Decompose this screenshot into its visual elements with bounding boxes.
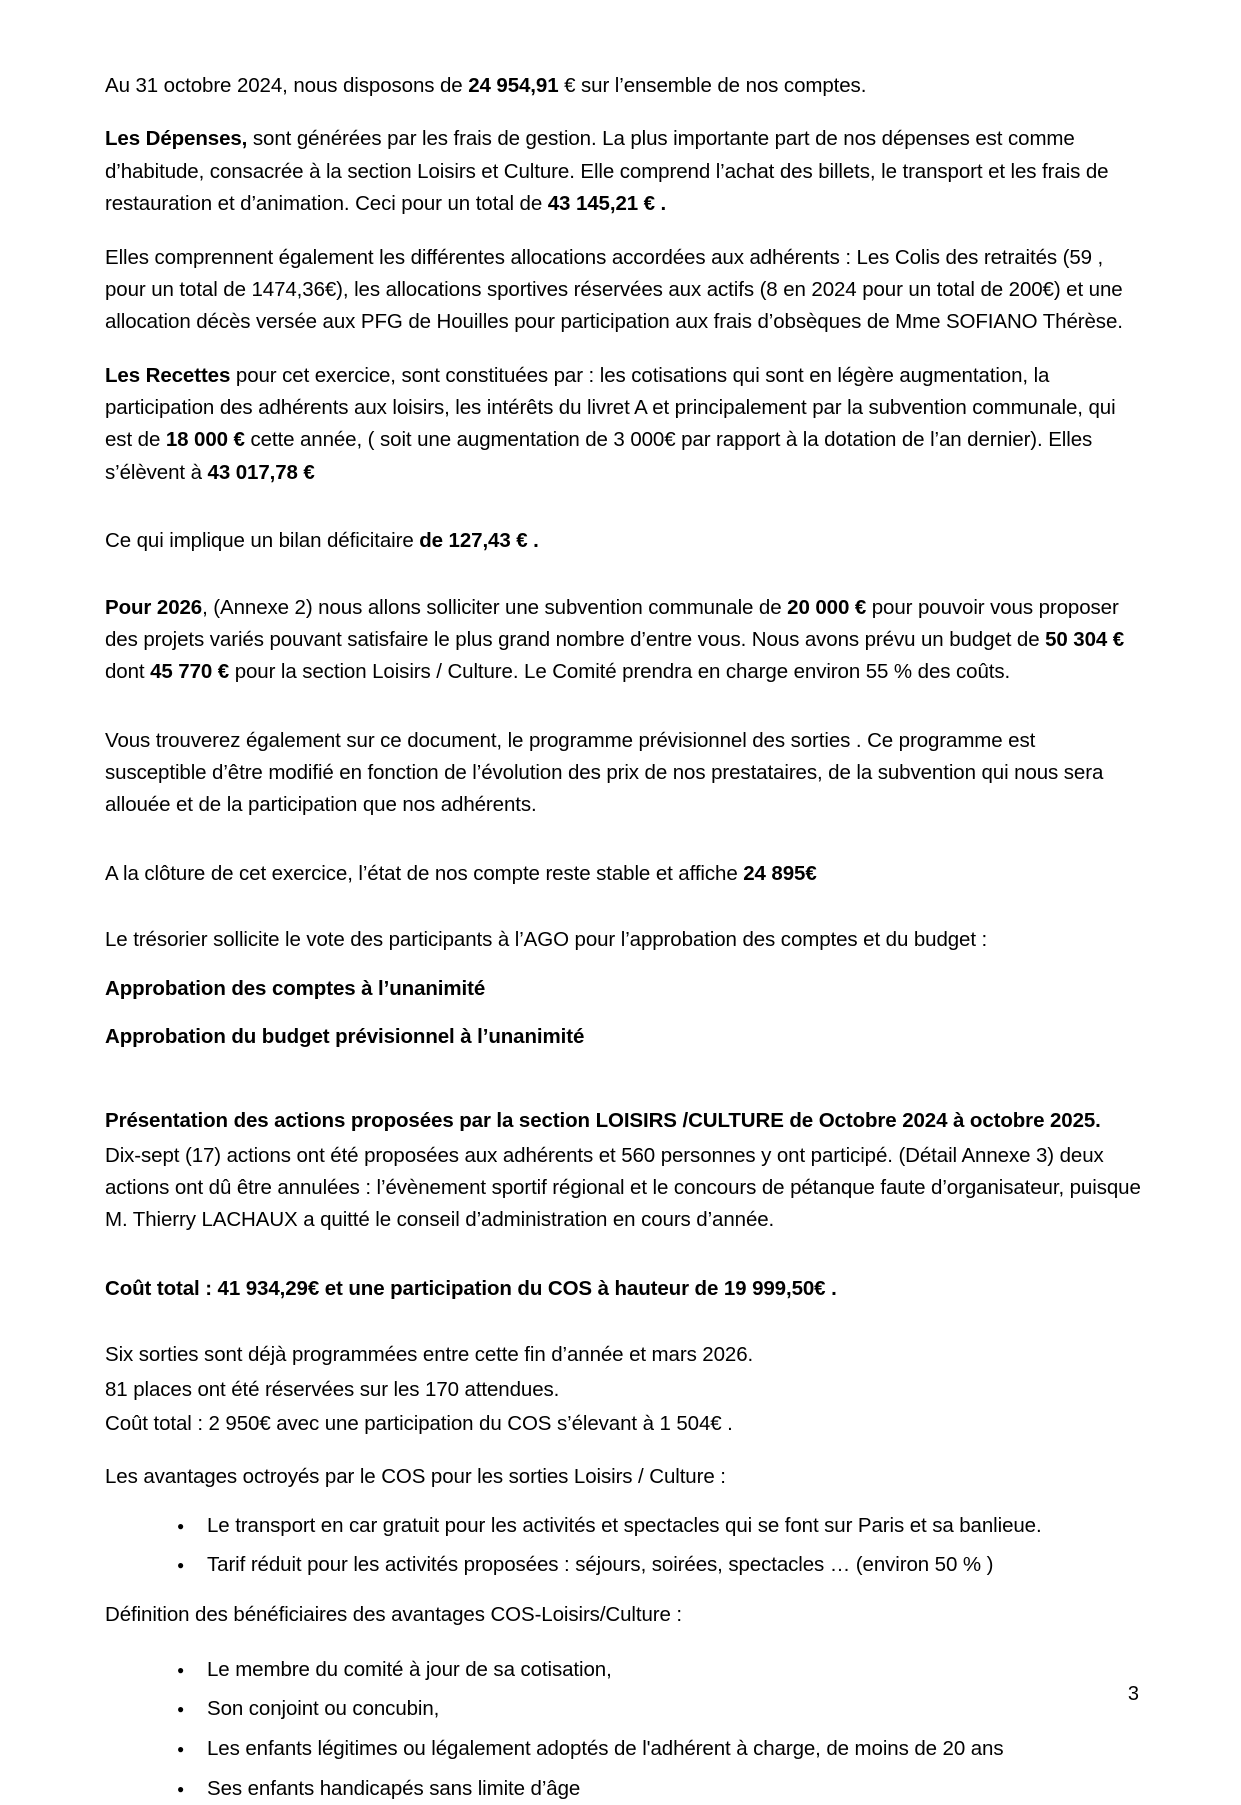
amount-total-recettes: 43 017,78 € <box>207 460 315 484</box>
paragraph-sorties-programmees: Six sorties sont déjà programmées entre cette fin d’année et mars 2026. <box>105 1343 754 1367</box>
list-item: ● Ses enfants handicapés sans limite d’âge <box>105 1773 1141 1805</box>
paragraph-beneficiaires-intro: Définition des bénéficiaires des avantages COS-Loisirs/Culture : <box>105 1603 682 1627</box>
heading-les-recettes: Les Recettes <box>105 363 231 387</box>
paragraph-spacer <box>105 1074 1141 1105</box>
list-item: ● Les enfants légitimes ou légalement adoptés de l'adhérent à charge, de moins de 20 ans <box>105 1733 1141 1765</box>
paragraph-approbation-budget <box>105 1021 1141 1053</box>
paragraph-cout-total-sorties: Coût total : 2 950€ avec une participation du COS s’élevant à 1 504€ . <box>105 1411 733 1435</box>
heading-approbation-comptes: Approbation des comptes à l’unanimité <box>105 976 486 1000</box>
paragraph-approbation-comptes <box>105 973 1141 1005</box>
paragraph-places-reservees: 81 places ont été réservées sur les 170 attendues. <box>105 1377 560 1401</box>
text-run: pour cet exercice, sont constituées par : les cotisations qui sont en légère augmentation, la participation des adhérents aux loisirs, les intérêts du livret A et principalement par la subvention communale, qui est de <box>105 363 1116 452</box>
amount-solde-total: 24 954,91 <box>468 74 559 97</box>
paragraph-avantages-intro: Les avantages octroyés par le COS pour les sorties Loisirs / Culture : <box>105 1465 726 1489</box>
paragraph-detail-actions: Dix-sept (17) actions ont été proposées aux adhérents et 560 personnes y ont participé. (Détail Annexe 3) deux actions ont dû être annulées : l’évènement sportif régional et le concours de pétanque faute d’organisateur, puisque M. Thierry LACHAUX a quitté le conseil d’administration en cours d’année. <box>105 1143 1141 1232</box>
amount-budget-2026: 50 304 € <box>1045 627 1125 651</box>
paragraph-spacer <box>105 1258 1141 1273</box>
text-run: Ce qui implique un bilan déficitaire <box>105 529 420 553</box>
heading-les-depenses: Les Dépenses, <box>105 127 248 151</box>
paragraph-spacer <box>105 510 1141 525</box>
heading-presentation-actions: Présentation des actions proposées par la section LOISIRS /CULTURE de Octobre 2024 à octobre 2025. <box>105 1109 1101 1133</box>
paragraph-presentation-actions-heading <box>105 1105 1141 1137</box>
paragraph-spacer <box>105 710 1141 725</box>
text-run: cette année, ( soit une augmentation de 3 000€ par rapport à la dotation de l’an dernier). Elles s’élèvent à <box>105 428 1093 484</box>
paragraph-solde-comptes <box>105 70 1141 102</box>
amount-subvention-2026: 20 000 € <box>787 595 867 619</box>
paragraph-allocations: Elles comprennent également les différentes allocations accordées aux adhérents : Les Colis des retraités (59 , pour un total de 1474,36€), les allocations sportives réservées aux actifs (8 en 2024 pour un total de 200€) et une allocation décès versée aux PFG de Houilles pour participation aux frais d’obsèques de Mme SOFIANO Thérèse. <box>105 245 1123 334</box>
amount-total-depenses: 43 145,21 € . <box>547 192 667 216</box>
text-run: pour pouvoir vous proposer des projets variés pouvant satisfaire le plus grand nombre d’entre vous. Nous avons prévu un budget de <box>105 595 1119 651</box>
paragraph-vote-tresorier: Le trésorier sollicite le vote des participants à l’AGO pour l’approbation des comptes et du budget : <box>105 928 988 952</box>
text-run: A la clôture de cet exercice, l’état de nos compte reste stable et affiche <box>105 861 744 885</box>
text-run: Au 31 octobre 2024, nous disposons de <box>105 74 469 97</box>
paragraph-programme-previsionnel: Vous trouverez également sur ce document, le programme prévisionnel des sorties . Ce programme est susceptible d’être modifié en fonction de l’évolution des prix de nos prestataires, de la subvention qui nous sera allouée et de la participation que nos adhérents. <box>105 728 1104 817</box>
paragraph-cout-total-actions <box>105 1273 1141 1305</box>
text-run: dont <box>105 660 151 684</box>
list-avantages-cos <box>105 1510 1141 1582</box>
amount-budget-loisirs-culture: 45 770 € <box>150 660 230 684</box>
list-item: ● Son conjoint ou concubin, <box>105 1693 1141 1725</box>
paragraph-cloture-exercice <box>105 858 1141 890</box>
document-body <box>105 70 1141 1805</box>
amount-etat-comptes: 24 895€ <box>743 861 817 885</box>
list-beneficiaires <box>105 1654 1141 1805</box>
text-run: pour la section Loisirs / Culture. Le Comité prendra en charge environ 55 % des coûts. <box>229 660 1011 684</box>
amount-bilan-deficitaire: de 127,43 € . <box>419 529 539 553</box>
text-run: sont générées par les frais de gestion. La plus importante part de nos dépenses est comme d’habitude, consacrée à la section Loisirs et Culture. Elle comprend l’achat des billets, le transport et les frais de restauration et d’animation. Ceci pour un total de <box>105 127 1109 216</box>
amount-subvention-communale: 18 000 € <box>165 428 245 452</box>
amount-cout-total-participation-cos: Coût total : 41 934,29€ et une participation du COS à hauteur de 19 999,50€ . <box>105 1276 837 1300</box>
list-item: ● Le transport en car gratuit pour les activités et spectacles qui se font sur Paris et sa banlieue. <box>105 1510 1141 1542</box>
heading-pour-2026: Pour 2026 <box>105 595 203 619</box>
heading-approbation-budget: Approbation du budget prévisionnel à l’unanimité <box>105 1024 585 1048</box>
text-run: € sur l’ensemble de nos comptes. <box>558 74 867 97</box>
text-run: , (Annexe 2) nous allons solliciter une subvention communale de <box>202 595 788 619</box>
paragraph-spacer <box>105 843 1141 858</box>
paragraph-depenses <box>105 123 1141 220</box>
list-item: ● Tarif réduit pour les activités proposées : séjours, soirées, spectacles … (environ 50 % ) <box>105 1549 1141 1581</box>
list-item: ● Le membre du comité à jour de sa cotisation, <box>105 1654 1141 1686</box>
paragraph-bilan-deficitaire <box>105 525 1141 557</box>
paragraph-pour-2026 <box>105 592 1141 689</box>
paragraph-recettes <box>105 360 1141 490</box>
page-number: 3 <box>1127 1683 1139 1705</box>
